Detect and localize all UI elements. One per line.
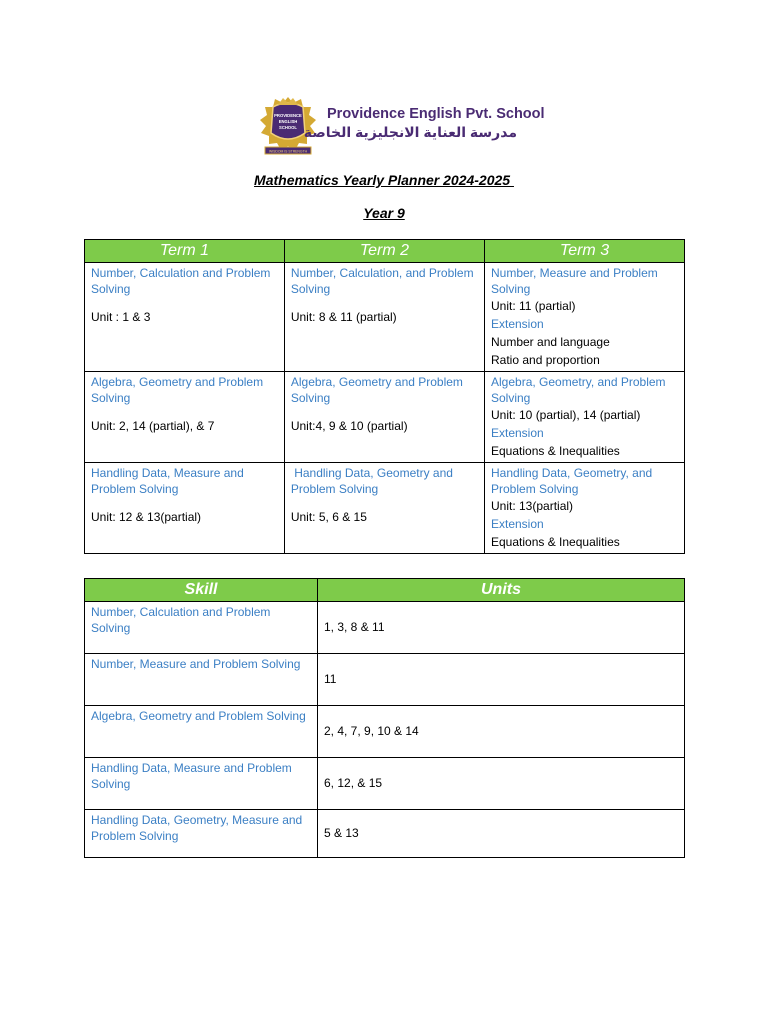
table-row [85,602,685,654]
term-1-header: Term 1 [85,240,285,263]
unit-text: Unit:4, 9 & 10 (partial) [290,419,408,433]
term-2-header: Term 2 [284,240,484,263]
unit-text: Unit : 1 & 3 [91,310,151,324]
svg-text:ENGLISH: ENGLISH [278,119,298,124]
svg-text:SCHOOL: SCHOOL [279,125,297,130]
skill-cell: Handling Data, Geometry, Measure and Problem Solving [85,810,318,858]
extension-item: Ratio and proportion [491,353,600,367]
topic-text: Number, Calculation, and Problem Solving [290,266,474,296]
unit-text: Unit: 13(partial) [491,499,574,513]
term-1-cell [85,263,285,372]
skill-cell: Number, Measure and Problem Solving [85,654,318,706]
extension-item: Number and language [491,335,610,349]
term-3-cell [485,463,685,554]
terms-table [84,239,685,554]
document-title: Mathematics Yearly Planner 2024-2025 [254,172,514,188]
topic-text: Number, Measure and Problem Solving [491,266,658,296]
term-3-header: Term 3 [485,240,685,263]
svg-text:WISDOM IS STRENGTH: WISDOM IS STRENGTH [268,149,308,154]
extension-label: Extension [491,426,544,440]
units-header: Units [318,579,685,602]
units-cell: 6, 12, & 15 [318,758,685,810]
term-3-cell [485,372,685,463]
topic-text: Algebra, Geometry, and Problem Solving [491,375,666,405]
year-heading: Year 9 [363,205,405,221]
topic-text: Number, Calculation and Problem Solving [91,266,271,296]
topic-text: Handling Data, Geometry and Problem Solving [290,466,457,496]
table-row [85,263,685,372]
table-row [85,810,685,858]
table-row [85,372,685,463]
table-row [85,463,685,554]
unit-text: Unit: 12 & 13(partial) [91,510,202,524]
skill-header: Skill [85,579,318,602]
topic-text: Algebra, Geometry and Problem Solving [91,375,264,405]
topic-text: Algebra, Geometry and Problem Solving [290,375,463,405]
term-2-cell [284,463,484,554]
term-2-cell [284,263,484,372]
table-row [85,706,685,758]
term-1-cell [85,463,285,554]
topic-text: Handling Data, Measure and Problem Solving [91,466,244,496]
extension-item: Equations & Inequalities [491,444,620,458]
unit-text: Unit: 10 (partial), 14 (partial) [491,408,641,422]
skills-table [84,578,685,858]
units-cell: 2, 4, 7, 9, 10 & 14 [318,706,685,758]
skill-cell: Algebra, Geometry and Problem Solving [85,706,318,758]
extension-label: Extension [491,317,544,331]
table-row [85,758,685,810]
term-1-cell [85,372,285,463]
extension-label: Extension [491,517,544,531]
term-2-cell [284,372,484,463]
skill-cell: Handling Data, Measure and Problem Solving [85,758,318,810]
units-cell: 1, 3, 8 & 11 [318,602,685,654]
school-name-arabic: مدرسة العناية الانجليزية الخاصة [303,124,517,140]
skills-header-row [85,579,685,602]
terms-header-row [85,240,685,263]
svg-text:PROVIDENCE: PROVIDENCE [274,113,302,118]
term-3-cell [485,263,685,372]
units-cell: 5 & 13 [318,810,685,858]
unit-text: Unit: 2, 14 (partial), & 7 [91,419,215,433]
table-row [85,654,685,706]
unit-text: Unit: 11 (partial) [491,299,576,313]
school-name-english: Providence English Pvt. School [327,106,545,122]
units-cell: 11 [318,654,685,706]
unit-text: Unit: 8 & 11 (partial) [290,310,397,324]
topic-text: Handling Data, Geometry, and Problem Solving [491,466,653,496]
school-logo [253,93,545,157]
skill-cell: Number, Calculation and Problem Solving [85,602,318,654]
unit-text: Unit: 5, 6 & 15 [290,510,367,524]
extension-item: Equations & Inequalities [491,535,620,549]
